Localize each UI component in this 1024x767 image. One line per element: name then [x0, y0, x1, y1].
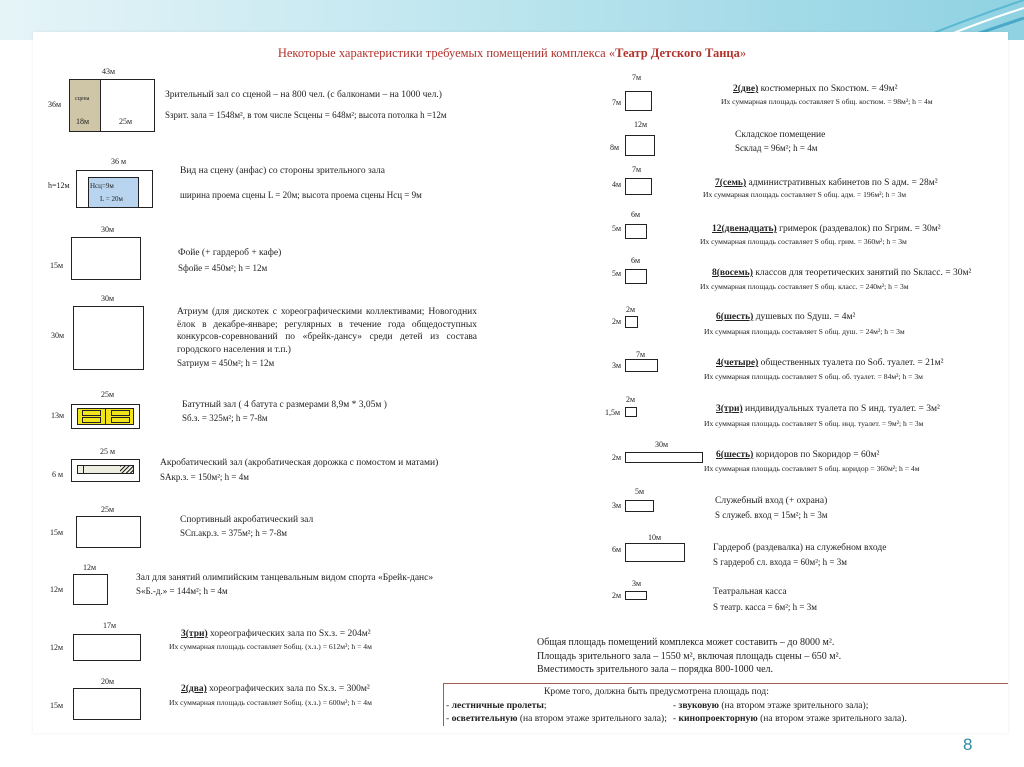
room-title-text: индивидуальных туалета по S инд. туалет. = 3м² [742, 404, 940, 414]
room-count: 2(два) [181, 684, 207, 694]
title-suffix: » [739, 46, 747, 60]
room-plan-rect [73, 688, 141, 720]
room-width-label: 7м [632, 73, 642, 82]
box-item: - кинопроекторную (на втором этаже зрительного зала). [672, 713, 907, 724]
room-area-detail: Sзрит. зала = 1548м², в том числе Sсцены = 648м²; высота потолка h =12м [165, 110, 447, 120]
room-plan-rect [625, 359, 658, 372]
room-title-text: коридоров по Sкоридор = 60м² [753, 450, 880, 460]
slide-content-panel [33, 32, 1008, 733]
room-count: 12(двенадцать) [712, 224, 777, 234]
box-item-rest: (на втором этаже зрительного зала); [517, 713, 667, 724]
room-area-detail: S театр. касса = 6м²; h = 3м [713, 602, 817, 612]
room-height-label: 3м [612, 501, 622, 510]
room-height-label: 6м [612, 545, 622, 554]
room-count: 3(три) [716, 404, 743, 414]
room-plan-rect [625, 269, 647, 284]
box-items-grid [446, 699, 907, 725]
stage-depth-label: 18м [76, 117, 90, 126]
title-bold: Театр Детского Танца [615, 46, 740, 60]
room-plan-rect [625, 316, 638, 328]
room-title-text: хореографических зала по Sх.з. = 204м² [207, 629, 371, 639]
room-height-label: 15м [50, 528, 64, 537]
room-count: 8(восемь) [712, 268, 753, 278]
room-width-label: 20м [101, 677, 115, 686]
box-item-rest: (на втором этаже зрительного зала); [718, 700, 869, 711]
room-area-detail: Sатриум = 450м²; h = 12м [177, 358, 275, 368]
additional-areas-box [443, 683, 1008, 726]
room-width-label: 17м [103, 621, 117, 630]
room-plan-rect [73, 306, 144, 370]
room-area-detail: SСп.акр.з. = 375м²; h = 7-8м [180, 528, 287, 538]
trampoline-icon [111, 417, 130, 423]
summary-line: Вместимость зрительного зала – порядка 800-1000 чел. [537, 664, 774, 675]
room-plan-rect [625, 91, 652, 111]
room-width-label: 3м [632, 579, 642, 588]
room-title-text: Зал для занятий олимпийским танцевальным видом спорта «Брейк-данс» [136, 573, 434, 583]
room-count: 4(четыре) [716, 358, 759, 368]
room-width-label: 5м [635, 487, 645, 496]
room-title-text: гримерок (раздевалок) по Sгрим. = 30м² [776, 224, 941, 234]
room-height-label: 5м [612, 224, 622, 233]
room-title-text: Гардероб (раздевалка) на служебном входе [713, 543, 887, 553]
room-title-text: классов для теоретических занятий по Sкласс. = 30м² [752, 268, 972, 278]
room-width-label: 30м [101, 225, 115, 234]
room-title [716, 404, 940, 414]
room-area-detail: Их суммарная площадь составляет S общ. об. туалет. = 84м²; h = 3м [704, 372, 923, 381]
room-width-label: 25м [101, 390, 115, 399]
room-title [715, 496, 827, 506]
summary-line: Общая площадь помещений комплекса может составить – до 8000 м². [537, 637, 835, 648]
room-plan-rect [73, 574, 108, 605]
room-count: 2(две) [733, 84, 759, 94]
room-width-label: 6м [631, 210, 641, 219]
box-item-rest: (на втором этаже зрительного зала). [757, 713, 907, 724]
room-title-text: Фойе (+ гардероб + кафе) [178, 248, 282, 258]
room-width-label: 30м [101, 294, 115, 303]
room-plan-rect [625, 135, 655, 156]
room-title-text: Спортивный акробатический зал [180, 515, 314, 525]
slide-number: 8 [963, 735, 973, 754]
room-title [713, 543, 886, 553]
room-width-label: 25 м [100, 447, 116, 456]
room-title-text: Служебный вход (+ охрана) [715, 496, 828, 506]
room-height-label: h=12м [48, 181, 70, 190]
room-title-text: общественных туалета по Sоб. туалет. = 21м² [758, 358, 944, 368]
room-title [733, 84, 897, 94]
room-title [712, 268, 971, 278]
room-width-label: 6м [631, 256, 641, 265]
room-count: 7(семь) [715, 178, 747, 188]
room-area-detail: Их суммарная площадь составляет S общ. адм. = 196м²; h = 3м [703, 190, 907, 199]
room-title [160, 458, 438, 468]
room-area-detail: S гардероб сл. входа = 60м²; h = 3м [713, 557, 847, 567]
room-width-label: 43м [102, 67, 116, 76]
box-item-bold: лестничные пролеты [451, 700, 544, 711]
trampoline-icon [82, 410, 101, 416]
stage-opening-width-label: L = 20м [100, 195, 123, 203]
room-title-text: хореографических зала по Sх.з. = 300м² [206, 684, 370, 694]
track-platform [83, 465, 84, 474]
room-height-label: 6 м [52, 470, 64, 479]
stage-label: сцена [75, 96, 90, 102]
box-item-rest: ; [543, 700, 547, 711]
room-title-text: Зрительный зал со сценой – на 800 чел. (с балконами – на 1000 чел.) [165, 90, 442, 100]
box-item: - звуковую (на втором этаже зрительного зала); [672, 700, 869, 711]
room-area-detail: Их суммарная площадь составляет S общ. коридор = 360м²; h = 4м [704, 464, 920, 473]
room-title [136, 573, 433, 583]
room-area-detail: Их суммарная площадь составляет S общ. душ. = 24м²; h = 3м [704, 327, 905, 336]
hall-depth-label: 25м [119, 117, 133, 126]
room-title [715, 178, 938, 188]
box-item: - осветительную (на втором этаже зрительного зала); [446, 713, 667, 724]
trampoline-icon [111, 410, 130, 416]
room-plan-rect [625, 178, 652, 195]
room-area-detail: Их суммарная площадь составляет S общ. костюм. = 98м²; h = 4м [721, 97, 933, 106]
room-height-label: 1,5м [605, 408, 621, 417]
room-height-label: 7м [612, 98, 622, 107]
room-title [181, 629, 371, 639]
room-area-detail: Sб.з. = 325м²; h = 7-8м [182, 413, 268, 423]
room-height-label: 5м [612, 269, 622, 278]
mats-hatch-icon [120, 466, 133, 473]
room-plan-rect [625, 224, 647, 239]
room-area-detail: Их суммарная площадь составляет Sобщ. (х.з.) = 600м²; h = 4м [169, 698, 372, 707]
room-plan-rect [625, 452, 703, 463]
room-width-label: 36 м [111, 157, 127, 166]
room-height-label: 8м [610, 143, 620, 152]
room-plan-rect [625, 591, 647, 600]
room-height-label: 36м [48, 100, 62, 109]
room-plan-rect [625, 407, 637, 417]
room-plan-rect [76, 516, 141, 548]
box-header: Кроме того, должна быть предусмотрена площадь под: [544, 686, 769, 697]
room-title [180, 166, 385, 176]
room-height-label: 2м [612, 453, 622, 462]
room-height-label: 12м [50, 585, 64, 594]
room-title [713, 587, 787, 597]
room-width-label: 30м [655, 440, 669, 449]
summary [537, 636, 841, 677]
room-area-detail: Sсклад = 96м²; h = 4м [735, 143, 818, 153]
room-area-detail: Их суммарная площадь составляет Sобщ. (х.з.) = 612м²; h = 4м [169, 642, 372, 651]
room-area-detail: Sфойе = 450м²; h = 12м [178, 263, 268, 273]
room-title [181, 684, 370, 694]
trampoline-divider [105, 408, 106, 425]
room-height-label: 4м [612, 180, 622, 189]
room-title-text: костюмерных по Sкостюм. = 49м² [758, 84, 898, 94]
room-count: 6(шесть) [716, 450, 754, 460]
room-height-label: 2м [612, 317, 622, 326]
room-title-text: Театральная касса [713, 587, 787, 597]
room-height-label: 30м [51, 331, 65, 340]
room-title-text: Акробатический зал (акробатическая дорожка с помостом и матами) [160, 458, 439, 468]
room-title-text: душевых по Sдуш. = 4м² [753, 312, 856, 322]
room-title [735, 130, 825, 140]
room-width-label: 2м [626, 305, 636, 314]
room-title-text: Батутный зал ( 4 батута с размерами 8,9м * 3,05м ) [182, 400, 387, 410]
room-area-detail: ширина проема сцены L = 20м; высота проема сцены Hсц = 9м [180, 190, 422, 200]
trampoline-icon [82, 417, 101, 423]
room-title [165, 90, 442, 100]
room-area-detail: Их суммарная площадь составляет S общ. грим. = 360м²; h = 3м [700, 237, 907, 246]
room-plan-rect [625, 500, 654, 512]
room-width-label: 2м [626, 395, 636, 404]
room-height-label: 3м [612, 361, 622, 370]
title-prefix: Некоторые характеристики требуемых помещений комплекса « [277, 46, 616, 60]
room-plan-rect [625, 543, 685, 562]
box-item-bold: кинопроекторную [678, 713, 758, 724]
room-title: Атриум (для дискотек с хореографическими коллективами; Новогодних ёлок в декабре-январе; регулярных в течение года общедоступных конкурсов-соревнований по «брейк-дансу» среди детей из состава городского населения и т.п.) [177, 307, 477, 355]
room-title [716, 450, 879, 460]
room-description-block [177, 306, 477, 368]
room-count: 6(шесть) [716, 312, 754, 322]
room-title [182, 400, 387, 410]
room-area-detail: Их суммарная площадь составляет S общ. класс. = 240м²; h = 3м [700, 282, 909, 291]
room-plan-rect [71, 237, 141, 280]
room-title-text: административных кабинетов по S адм. = 28м² [746, 178, 938, 188]
room-area-detail: SАкр.з. = 150м²; h = 4м [160, 472, 249, 482]
room-title [712, 224, 941, 234]
box-item: - лестничные пролеты; [446, 700, 547, 711]
summary-line: Площадь зрительного зала – 1550 м², включая площадь сцены – 650 м². [537, 650, 842, 662]
room-height-label: 15м [50, 261, 64, 270]
box-item-bold: осветительную [451, 713, 518, 724]
room-title-text: Вид на сцену (анфас) со стороны зрительного зала [180, 166, 385, 176]
room-width-label: 12м [634, 120, 648, 129]
room-title [716, 312, 855, 322]
room-title [178, 248, 281, 258]
page-title [0, 46, 1024, 61]
room-height-label: 12м [50, 643, 64, 652]
room-width-label: 7м [632, 165, 642, 174]
room-width-label: 10м [648, 533, 662, 542]
stage-opening-height-label: Hсц=9м [90, 182, 114, 190]
room-area-detail: S служеб. вход = 15м²; h = 3м [715, 510, 828, 520]
room-plan-rect [73, 634, 141, 661]
box-item-bold: звуковую [678, 700, 719, 711]
room-height-label: 2м [612, 591, 622, 600]
room-count: 3(три) [181, 629, 208, 639]
room-width-label: 25м [101, 505, 115, 514]
room-title-text: Складское помещение [735, 130, 826, 140]
room-area-detail: S«Б.-д.» = 144м²; h = 4м [136, 586, 228, 596]
room-title [716, 358, 943, 368]
room-height-label: 15м [50, 701, 64, 710]
room-title [180, 515, 313, 525]
room-width-label: 7м [636, 350, 646, 359]
room-height-label: 13м [51, 411, 65, 420]
room-area-detail: Их суммарная площадь составляет S общ. инд. туалет. = 9м²; h = 3м [704, 419, 924, 428]
room-width-label: 12м [83, 563, 97, 572]
